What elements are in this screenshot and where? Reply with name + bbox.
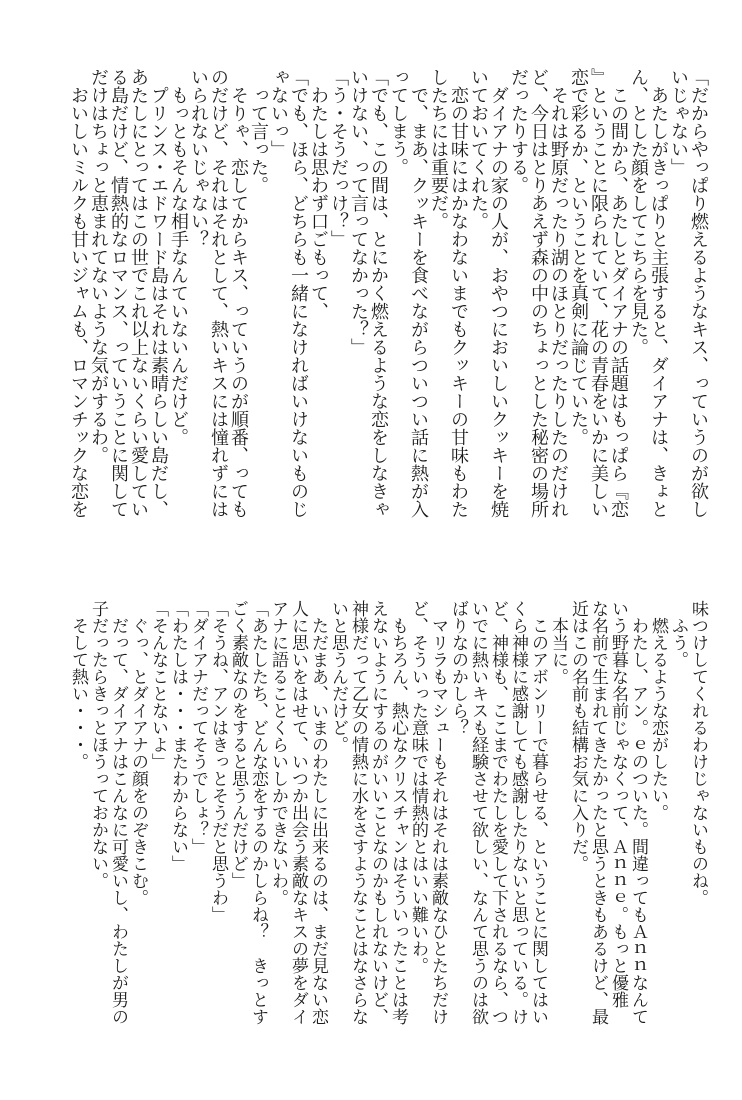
text-line: 子だったらきっとほうっておかない。 <box>88 600 108 889</box>
text-line: 「わたしは・・・またわからない」 <box>168 600 188 872</box>
text-line: ばりなのかしら？ <box>448 600 468 736</box>
text-line: 「う・そうだっけ？」 <box>328 68 349 248</box>
text-line: 「そうね、アンはきっとそうだと思うわ」 <box>208 600 228 923</box>
text-line: ダイアナの家の人が、おやつにおいしいクッキーを焼 <box>488 68 509 518</box>
text-line: いでに熱いキスも経験させて欲しい、なんて思うのは欲 <box>468 600 488 1025</box>
top-text-block <box>68 68 708 533</box>
text-line: 味つけしてくれるわけじゃないものね。 <box>688 600 708 906</box>
text-line: 「でも、この間は、とにかく燃えるような恋をしなきゃ <box>368 68 389 518</box>
text-line: プリンス・エドワード島はそれは素晴らしい島だし、 <box>148 68 169 518</box>
text-line: あたしにとってはこの世でこれ以上ないくらい愛してい <box>128 68 149 518</box>
text-line: おいしいミルクも甘いジャムも、ロマンチックな恋を <box>68 68 89 518</box>
text-line: ど、そういった意味では情熱的とはいい難いわ。 <box>408 600 428 974</box>
text-line: 「あたしたち、どんな恋をするのかしらね？ きっとす <box>248 600 268 1025</box>
text-line: いう野暮な名前じゃなくって、Ａｎｎｅ。もっと優雅 <box>608 600 628 1008</box>
text-line: いじゃない」 <box>668 68 689 176</box>
text-line: ただまあ、いまのわたしに出来るのは、まだ見ない恋 <box>308 600 328 1025</box>
text-line: そりゃ、恋してからキス、っていうのが順番、っても <box>228 68 249 518</box>
text-line: いけない、って言ってなかった？」 <box>348 68 369 356</box>
text-line: だって、ダイアナはこんなに可愛いし、わたしが男の <box>108 600 128 1025</box>
text-line: る島だけど、情熱的なロマンス、っていうことに関して <box>108 68 129 518</box>
text-line: だったりする。 <box>508 68 529 194</box>
text-line: って言った。 <box>248 68 269 194</box>
text-line: いておいてくれた。 <box>468 68 489 230</box>
text-line: いと思うんだけど。 <box>328 600 348 753</box>
text-line: くら神様に感謝しても感謝したりないと思っている。け <box>508 600 528 1025</box>
text-line: 恋で彩るか、ということを真剣に論じていた。 <box>568 68 589 446</box>
text-line: 』ということに限られていて、花の青春をいかに美しい <box>588 68 609 518</box>
text-line: それは野原だったり湖のほとりだったりしたのだけれ <box>548 68 569 518</box>
text-line: 近はこの名前も結構お気に入りだ。 <box>568 600 588 872</box>
text-line: ごく素敵なのをすると思うんだけど」 <box>228 600 248 889</box>
text-line: わたし、アン。ｅのついた。間違ってもＡｎｎなんて <box>628 600 648 1025</box>
text-line: 神様だって乙女の情熱に水をさすようなことはなさらな <box>348 600 368 1025</box>
text-line: ふう。 <box>668 600 688 668</box>
text-line: えないようにするのがいいことなのかもしれないけど、 <box>368 600 388 1025</box>
text-line: したちには重要だ。 <box>428 68 449 230</box>
text-line: 「ダイアナだってそうでしょ？」 <box>188 600 208 855</box>
text-line: 「そんなことないよ」 <box>148 600 168 770</box>
text-line: マリラもマシューもそれはそれは素敵なひとたちだけ <box>428 600 448 1025</box>
text-line: 燃えるような恋がしたい。 <box>648 600 668 821</box>
text-line: 本当に。 <box>548 600 568 685</box>
text-line: このアボンリーで暮らせる、ということに関してはい <box>528 600 548 1025</box>
text-line: 人に思いをはせて、いつか出会う素敵なキスの夢をダイ <box>288 600 308 1025</box>
text-line: な名前で生まれてきたかったと思うときもあるけど、最 <box>588 600 608 1025</box>
text-line: ど、今日はとりあえず森の中のちょっとした秘密の場所 <box>528 68 549 518</box>
text-line: ぐっ、とダイアナの顔をのぞきこむ。 <box>128 600 148 906</box>
bottom-text-block <box>68 600 708 1040</box>
text-line: そして熱い・・・。 <box>68 600 88 770</box>
text-line: で、まあ、クッキーを食べながらついつい話に熱が入 <box>408 68 429 518</box>
text-line: この間から、あたしとダイアナの話題はもっぱら『恋 <box>608 68 629 518</box>
text-line: もちろん、熱心なクリスチャンはそういったことは考 <box>388 600 408 1025</box>
text-line: 「だからやっぱり燃えるようなキス、っていうのが欲し <box>688 68 709 518</box>
text-line: だけはちょっと恵まれてないような気がするわ。 <box>88 68 109 464</box>
text-line: 「でも、ほら、どちらも一緒になければいけないものじ <box>288 68 309 518</box>
text-line: 恋の甘味にはかなわないまでもクッキーの甘味もわた <box>448 68 469 518</box>
text-line: もっともそんな相手なんていないんだけど。 <box>168 68 189 446</box>
text-line: ってしまう。 <box>388 68 409 176</box>
text-line: アナに語ることくらいしかできないわ。 <box>268 600 288 906</box>
text-line: ん、とした顔をしてこちらを見た。 <box>628 68 649 356</box>
text-line: あたしがきっぱりと主張すると、ダイアナは、きょと <box>648 68 669 518</box>
text-line: ゃないっ」 <box>268 68 289 158</box>
text-line: ど、神様も、ここまでわたしを愛して下されるなら、つ <box>488 600 508 1025</box>
text-line: のだけど、それはそれとして、熱いキスには憧れずには <box>208 68 229 518</box>
text-line: わたしは思わず口ごもって、 <box>308 68 329 320</box>
text-line: いられないじゃない？ <box>188 68 209 248</box>
